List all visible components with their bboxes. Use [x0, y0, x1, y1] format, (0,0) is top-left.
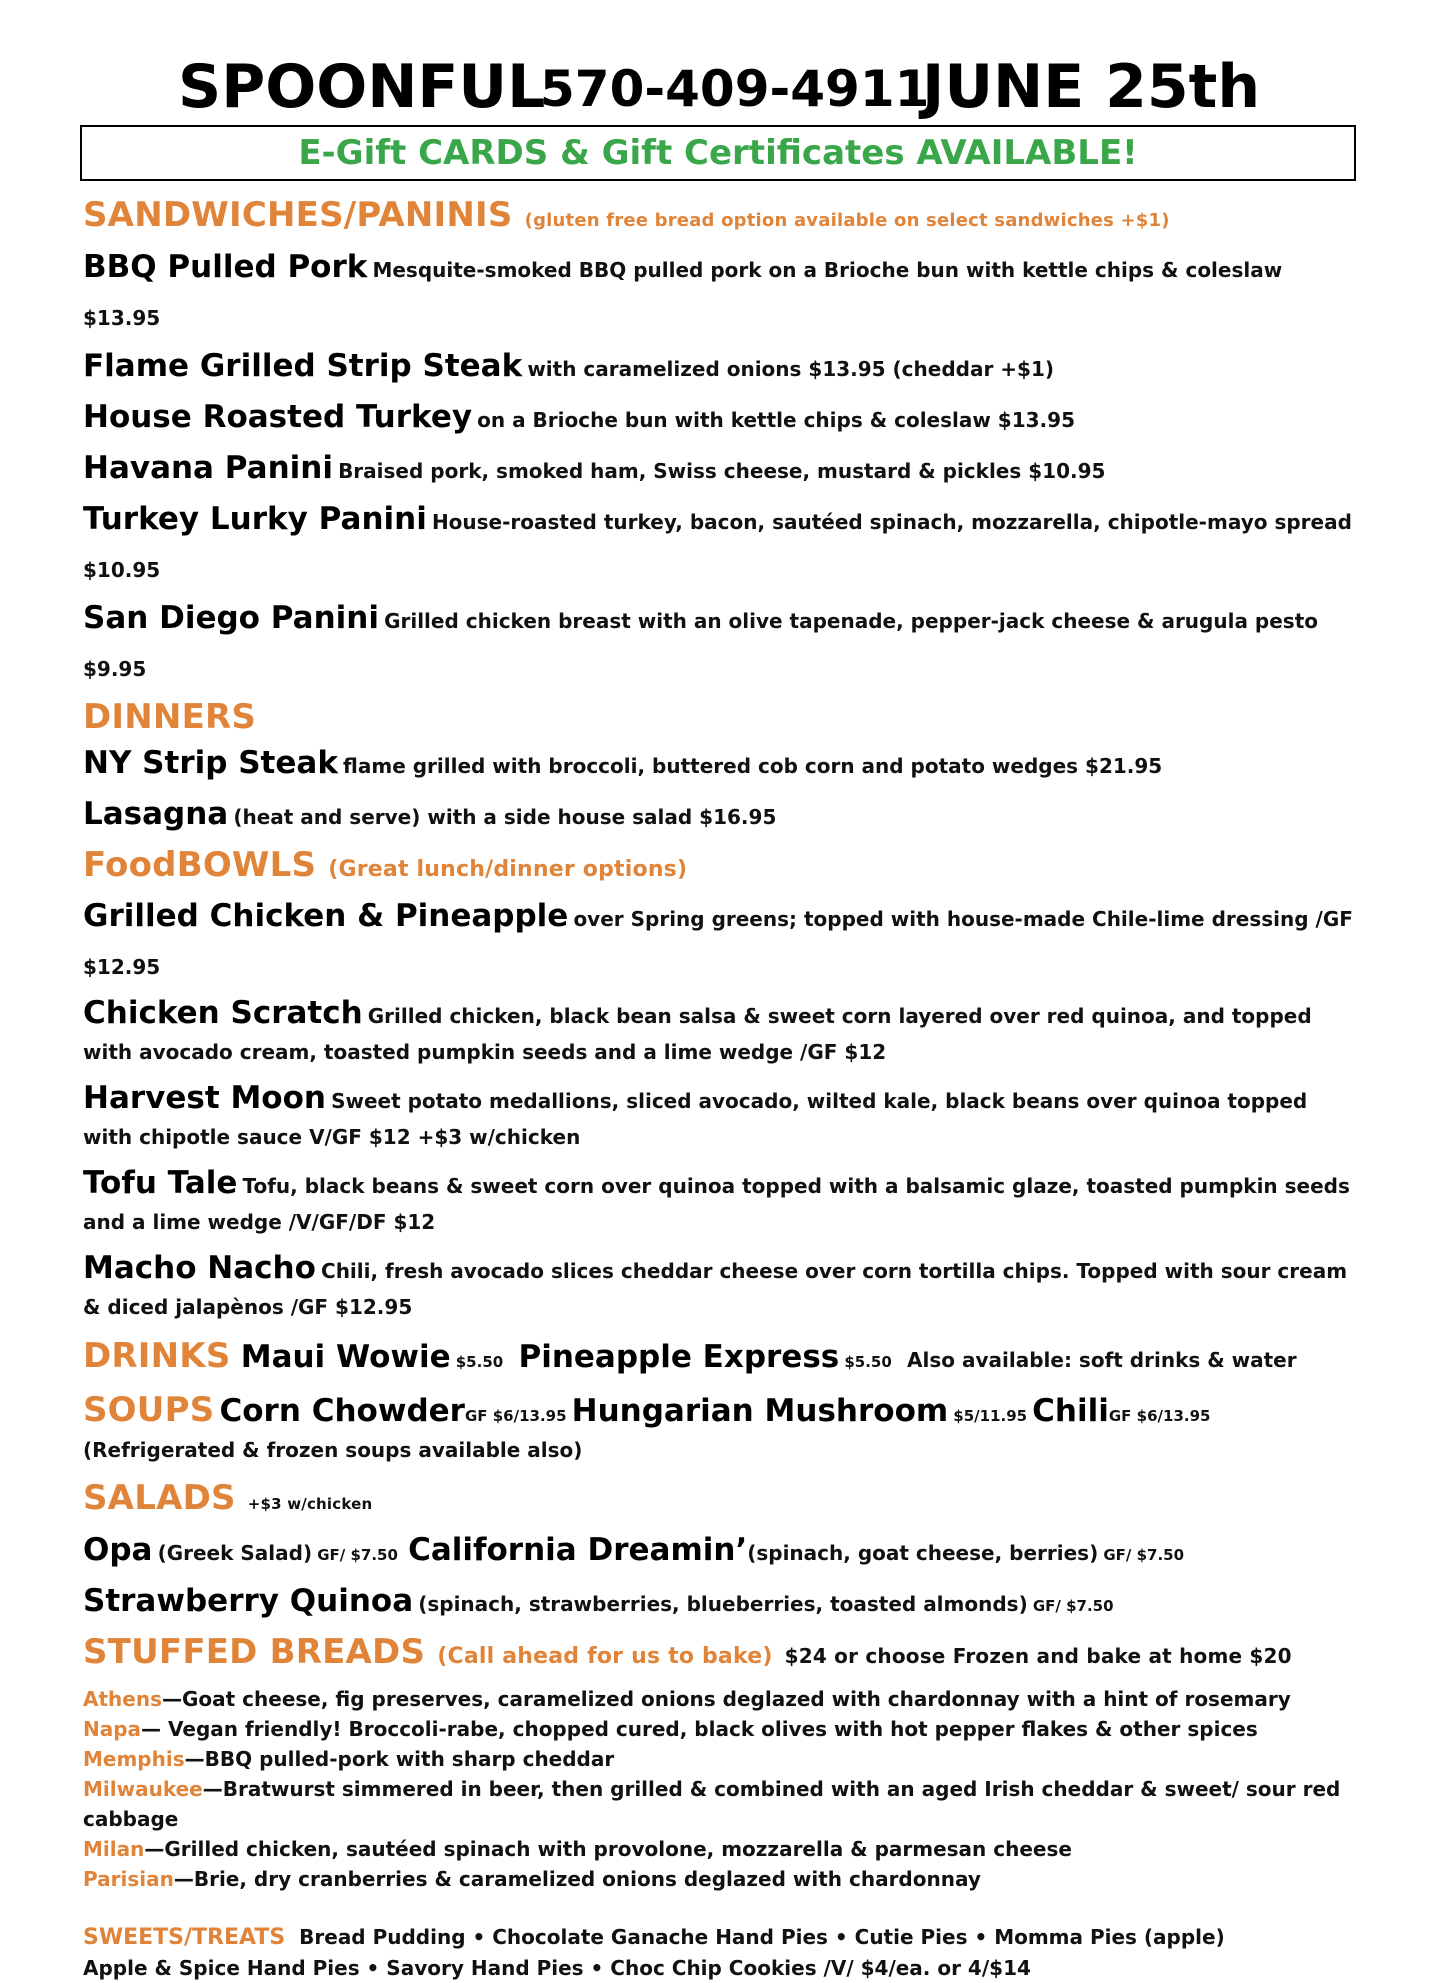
menu-item: [83, 1077, 1363, 1156]
section-title: SWEETS/TREATS: [83, 1925, 286, 1950]
menu-item: [83, 394, 1363, 445]
item-desc: (spinach, goat cheese, berries): [747, 1541, 1099, 1565]
sweets-items: Bread Pudding • Chocolate Ganache Hand Pies • Cutie Pies • Momma Pies (apple): [299, 1925, 1225, 1949]
item-desc: Grilled chicken, black bean salsa & sweet corn layered over red quinoa, and topped with avocado cream, toasted pumpkin seeds and a lime wedge /GF $12: [83, 1004, 1312, 1064]
menu-item: [83, 244, 1363, 343]
item-name: Pineapple Express: [518, 1339, 840, 1375]
bread-name: Napa: [83, 1717, 142, 1741]
item-price: GF/ $7.50: [1032, 1597, 1114, 1615]
item-price: GF $6/13.95: [1108, 1407, 1211, 1425]
item-name: Macho Nacho: [83, 1250, 316, 1286]
item-desc: (Greek Salad): [157, 1541, 313, 1565]
section-title: DRINKS: [83, 1336, 231, 1376]
item-desc: Sweet potato medallions, sliced avocado, wilted kale, black beans over quinoa topped with chipotle sauce V/GF $12 +$3 w/chicken: [83, 1089, 1308, 1149]
menu-item: [83, 1578, 1363, 1629]
section-foodbowls: [83, 842, 1363, 893]
menu-item: [83, 740, 1363, 791]
item-name: Hungarian Mushroom: [571, 1393, 949, 1429]
bread-desc: —Brie, dry cranberries & caramelized onions deglazed with chardonnay: [173, 1867, 981, 1891]
item-name: Flame Grilled Strip Steak: [83, 348, 523, 384]
section-dinners: [83, 694, 1363, 740]
item-desc: (spinach, strawberries, blueberries, toasted almonds): [418, 1592, 1028, 1616]
phone-number: 570-409-4911: [540, 60, 930, 118]
item-name: Lasagna: [83, 796, 229, 832]
item-name: California Dreamin’: [408, 1532, 748, 1568]
menu-item: [83, 992, 1363, 1071]
soups-note: (Refrigerated & frozen soups available also): [83, 1438, 583, 1462]
drinks-note: Also available: soft drinks & water: [907, 1348, 1297, 1372]
section-title: SOUPS: [83, 1390, 215, 1430]
item-name: BBQ Pulled Pork: [83, 249, 368, 285]
item-name: Chili: [1032, 1393, 1109, 1429]
bread-name: Memphis: [83, 1747, 185, 1771]
item-name: Harvest Moon: [83, 1080, 326, 1116]
section-note: +$3 w/chicken: [247, 1495, 373, 1513]
section-note: (Call ahead for us to bake): [437, 1644, 773, 1669]
list-item: [83, 1774, 1363, 1834]
item-name: NY Strip Steak: [83, 745, 338, 781]
bread-desc: — Vegan friendly! Broccoli-rabe, chopped cured, black olives with hot pepper flakes & other spices: [141, 1717, 1258, 1741]
list-item: [83, 1684, 1363, 1714]
item-price: GF/ $7.50: [317, 1546, 398, 1564]
section-drinks: [83, 1332, 1363, 1387]
item-price: GF/ $7.50: [1103, 1546, 1185, 1564]
list-item: [83, 1744, 1363, 1774]
section-title: SALADS: [83, 1478, 236, 1518]
section-title: FoodBOWLS: [83, 845, 317, 885]
item-price: $5/11.95: [953, 1407, 1028, 1425]
menu-item: [83, 791, 1363, 842]
item-desc: Braised pork, smoked ham, Swiss cheese, mustard & pickles $10.95: [338, 459, 1106, 483]
menu-item: [83, 893, 1363, 992]
item-desc: Tofu, black beans & sweet corn over quinoa topped with a balsamic glaze, toasted pumpkin seeds and a lime wedge /V/GF/DF $12: [83, 1174, 1350, 1234]
item-name: Maui Wowie: [240, 1339, 451, 1375]
item-desc: over Spring greens; topped with house-made Chile-lime dressing /GF $12.95: [83, 907, 1353, 979]
item-price: $5.50: [455, 1353, 504, 1371]
section-stuffed-breads: [83, 1629, 1363, 1680]
section-soups: [83, 1387, 1363, 1469]
menu-item: [83, 445, 1363, 496]
restaurant-name: SPOONFUL: [178, 52, 546, 122]
item-desc: House-roasted turkey, bacon, sautéed spinach, mozzarella, chipotle-mayo spread $10.95: [83, 510, 1352, 582]
item-name: Tofu Tale: [83, 1165, 238, 1201]
section-note: (Great lunch/dinner options): [328, 857, 688, 882]
item-name: House Roasted Turkey: [83, 399, 473, 435]
item-desc: with caramelized onions $13.95 (cheddar +$1): [527, 357, 1055, 381]
menu-item: [83, 343, 1363, 394]
section-title: STUFFED BREADS: [83, 1632, 426, 1672]
menu-item: [83, 496, 1363, 595]
menu-content: [83, 192, 1363, 1983]
item-desc: (heat and serve) with a side house salad $16.95: [233, 805, 777, 829]
item-name: Chicken Scratch: [83, 995, 363, 1031]
bread-name: Parisian: [83, 1867, 174, 1891]
bread-desc: —BBQ pulled-pork with sharp cheddar: [184, 1747, 615, 1771]
gift-card-banner: E-Gift CARDS & Gift Certificates AVAILABLE!: [80, 125, 1356, 181]
menu-item: [83, 595, 1363, 694]
menu-date: JUNE 25th: [922, 52, 1261, 122]
item-name: Corn Chowder: [219, 1393, 465, 1429]
section-salads: [83, 1475, 1363, 1527]
breads-list: [83, 1684, 1363, 1894]
sweets-line: Apple & Spice Hand Pies • Savory Hand Pies • Choc Chip Cookies /V/ $4/ea. or 4/$14: [83, 1956, 1031, 1980]
item-desc: on a Brioche bun with kettle chips & coleslaw $13.95: [477, 408, 1075, 432]
bread-name: Milan: [83, 1837, 145, 1861]
bread-desc: —Goat cheese, fig preserves, caramelized onions deglazed with chardonnay with a hint of rosemary: [161, 1687, 1291, 1711]
list-item: [83, 1834, 1363, 1864]
section-sandwiches: [83, 192, 1363, 244]
item-name: Opa: [83, 1532, 153, 1568]
item-name: Turkey Lurky Panini: [83, 501, 427, 537]
bread-desc: —Grilled chicken, sautéed spinach with provolone, mozzarella & parmesan cheese: [144, 1837, 1072, 1861]
item-desc: Chili, fresh avocado slices cheddar cheese over corn tortilla chips. Topped with sour cream & diced jalapènos /GF $12.95: [83, 1259, 1348, 1319]
menu-item: [83, 1247, 1363, 1326]
header: [0, 52, 1440, 132]
item-price: GF $6/13.95: [464, 1407, 567, 1425]
section-title: SANDWICHES/PANINIS: [83, 195, 513, 235]
sweets-line: [83, 1922, 1363, 1953]
bread-desc: —Bratwurst simmered in beer, then grilled & combined with an aged Irish cheddar & sweet/ sour red cabbage: [83, 1777, 1341, 1831]
section-note: (gluten free bread option available on select sandwiches +$1): [524, 210, 1170, 231]
item-name: Havana Panini: [83, 450, 333, 486]
item-name: Grilled Chicken & Pineapple: [83, 898, 569, 934]
breads-price-note: $24 or choose Frozen and bake at home $20: [784, 1644, 1292, 1668]
item-price: $5.50: [844, 1353, 892, 1371]
item-desc: flame grilled with broccoli, buttered cob corn and potato wedges $21.95: [343, 754, 1163, 778]
item-name: San Diego Panini: [83, 600, 379, 636]
bread-name: Athens: [83, 1687, 162, 1711]
item-desc: Grilled chicken breast with an olive tapenade, pepper-jack cheese & arugula pesto $9.95: [83, 609, 1318, 681]
item-desc: Mesquite-smoked BBQ pulled pork on a Brioche bun with kettle chips & coleslaw $13.95: [83, 258, 1283, 330]
section-sweets: [83, 1922, 1363, 1983]
list-item: [83, 1864, 1363, 1894]
bread-name: Milwaukee: [83, 1777, 203, 1801]
list-item: [83, 1714, 1363, 1744]
menu-item: [83, 1527, 1363, 1578]
menu-item: [83, 1162, 1363, 1241]
item-name: Strawberry Quinoa: [83, 1583, 414, 1619]
section-title: DINNERS: [83, 697, 257, 737]
